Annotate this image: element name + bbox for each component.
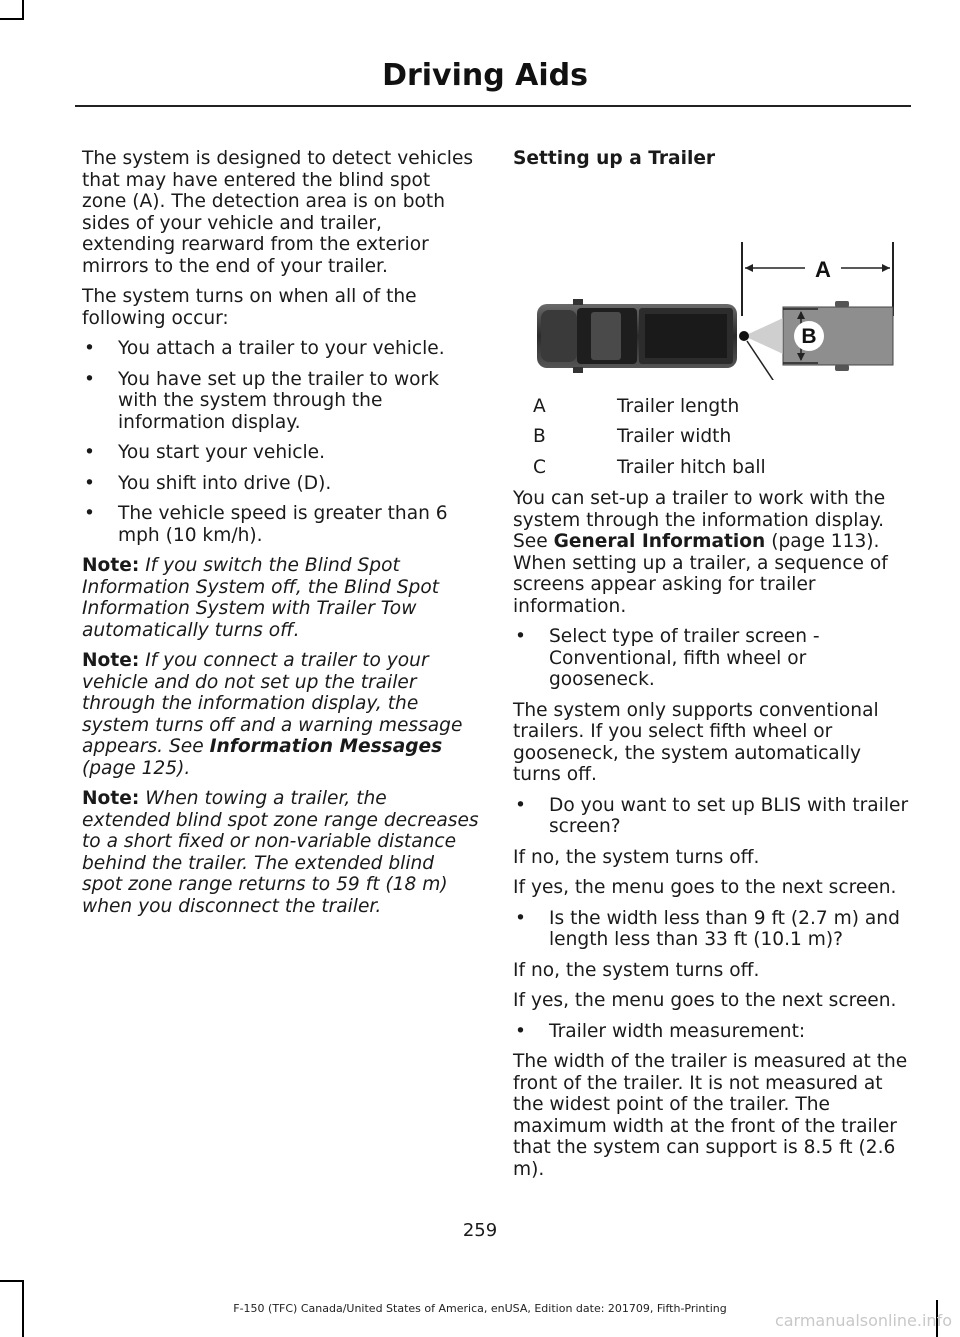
note-label: Note: [82,555,140,576]
page-number: 259 [462,1220,498,1241]
label-b: B [801,324,817,348]
crop-mark [22,0,24,18]
intro-paragraph: The system is designed to detect vehicles that may have entered the blind spot zone (A). The detection area is on both sides of your vehicle and trailer, extending rearward from the exterior mirrors to the end of your trailer. [82,148,474,277]
conditions-intro: The system turns on when all of the following occur: [82,286,417,329]
paragraph: The system only supports conventional trailers. If you select fifth wheel or gooseneck, the system automatically turns off. [513,699,879,785]
note-2: Note: If you connect a trailer to your vehicle and do not set up the trailer through the information display, the system turns off and a warning message appears. See Information Messages (page 125). [82,650,463,779]
note-1: Note: If you switch the Blind Spot Information System off, the Blind Spot Information System with Trailer Tow automatically turns off. [82,555,440,641]
footer-edition: F-150 (TFC) Canada/United States of America, enUSA, Edition date: 201709, Fifth-Printing [233,1302,727,1315]
list-item: • You shift into drive (D). [84,472,332,494]
note-3: Note: When towing a trailer, the extended blind spot zone range decreases to a short fixed or non-variable distance behind the trailer. The extended blind spot zone range returns to 59 ft (18 m) when you disconnect the trailer. [82,788,479,917]
list-item: • You start your vehicle. [84,442,326,463]
truck-trailer-illustration [513,190,911,380]
general-information-link[interactable]: General Information [553,531,766,552]
list-item: • Select type of trailer screen - Conventional, fifth wheel or gooseneck. [515,626,820,690]
crop-mark [0,1280,24,1282]
paragraph: The width of the trailer is measured at the front of the trailer. It is not measured at the widest point of the trailer. The maximum width at the front of the trailer that the system can support is 8.5 ft (2.6 m). [513,1051,908,1180]
figure-legend [513,396,911,479]
paragraph: If no, the system turns off. [513,959,760,981]
list-item: • Trailer width measurement: [515,1020,806,1042]
note-label: Note: [82,788,140,809]
legend-row: C Trailer hitch ball [533,456,766,478]
list-item: • The vehicle speed is greater than 6 mph (10 km/h). [84,503,448,546]
right-column [513,148,911,1189]
paragraph: If no, the system turns off. [513,846,760,868]
list-item: • Do you want to set up BLIS with trailer screen? [515,794,909,837]
label-a: A [815,256,831,282]
left-column [82,148,480,926]
list-item: • You have set up the trailer to work with the system through the information display. [84,368,439,433]
legend-row: A Trailer length [533,395,740,417]
paragraph: If yes, the menu goes to the next screen. [513,877,897,898]
trailer-diagram [513,190,911,380]
setup-paragraph: You can set-up a trailer to work with the system through the information display. See General Information (page 113). When setting up a trailer, a sequence of screens appear asking for trailer information. [513,488,888,617]
paragraph: If yes, the menu goes to the next screen. [513,990,897,1011]
page-title: Driving Aids [382,58,588,93]
note-label: Note: [82,650,140,671]
watermark: carmanualsonline.info [774,1311,952,1330]
legend-row: B Trailer width [533,426,732,447]
crop-mark [0,18,24,20]
header-divider [75,105,911,107]
list-item: • You attach a trailer to your vehicle. [84,338,445,359]
list-item: • Is the width less than 9 ft (2.7 m) and length less than 33 ft (10.1 m)? [515,907,900,950]
information-messages-link[interactable]: Information Messages [209,736,443,757]
section-heading: Setting up a Trailer [513,148,716,169]
